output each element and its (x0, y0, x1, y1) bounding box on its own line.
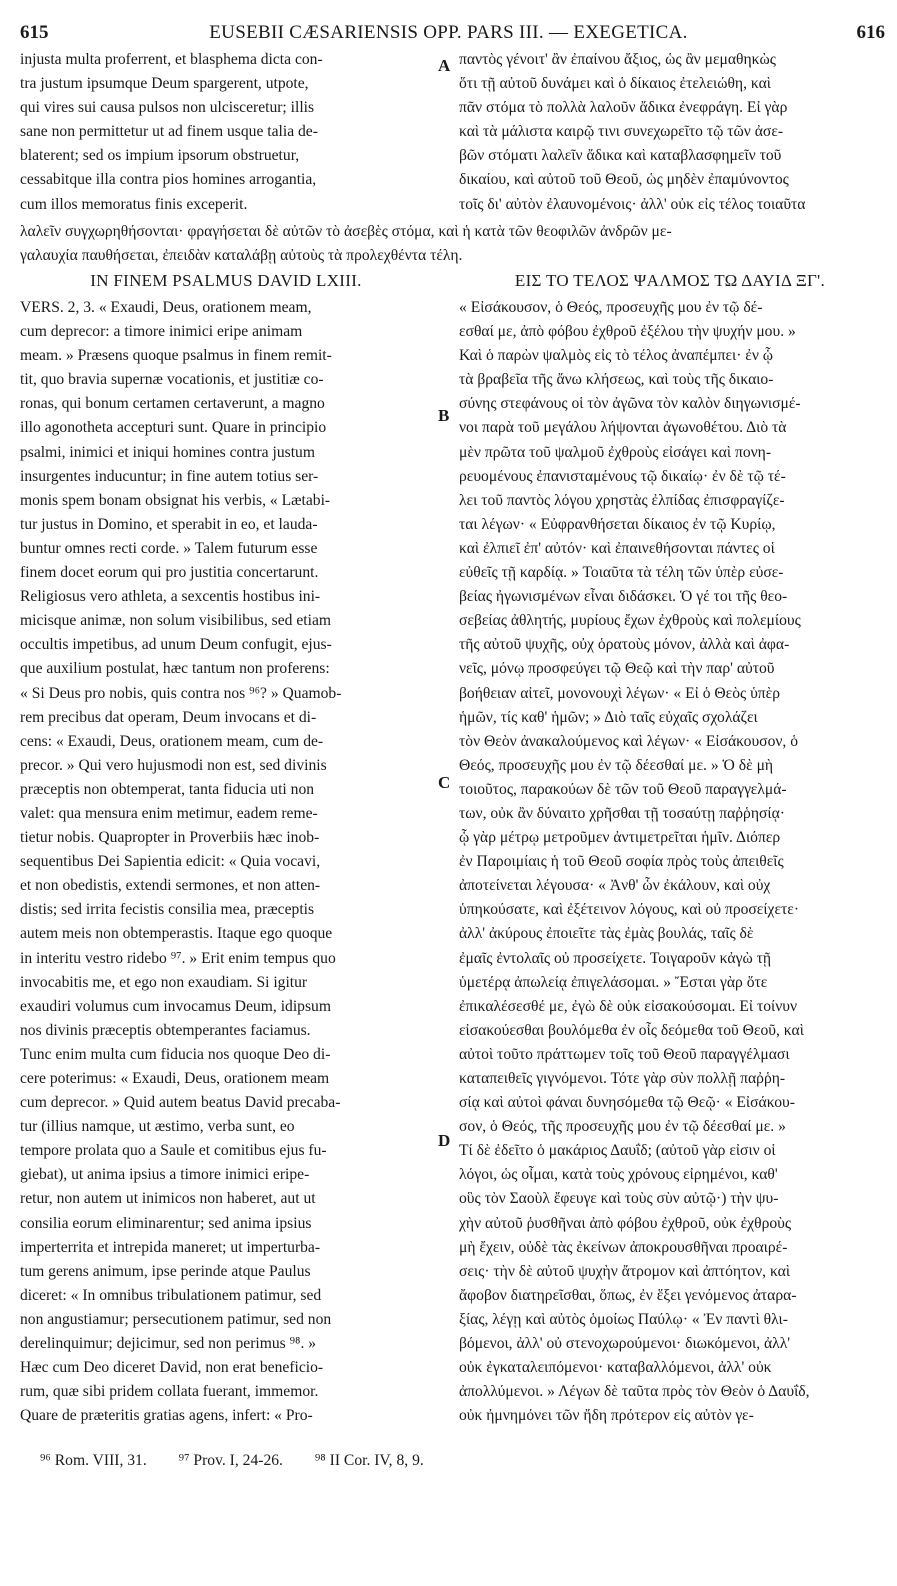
text-line: καὶ τὰ μάλιστα καιρῷ τινι συνεχωρεῖτο τῷ τῶν ἀσε- (459, 123, 784, 141)
text-line: παντὸς γένοιτ' ἂν ἐπαίνου ἄξιος, ὡς ἂν μεμαθηκὼς (459, 51, 776, 68)
text-line: ἄφοβον διατηρεῖσθαι, ὅπως, ἐν ἕξει γενόμενος ἀταρα- (459, 1286, 797, 1304)
text-line: qui vires sui causa pulsos non ulcisceretur; illis (20, 99, 315, 117)
text-line: tit, quo bravia supernæ vocationis, et justitiæ co- (20, 371, 324, 389)
text-line: εσθαί με, ἀπὸ φόβου ἐχθροῦ ἐξέλου τὴν ψυχήν μου. » (459, 323, 796, 341)
page-number-right: 616 (856, 22, 885, 43)
text-line: VERS. 2, 3. « Exaudi, Deus, orationem meam, (20, 299, 312, 316)
text-line: blaterent; sed os impium ipsorum obstruetur, (20, 147, 300, 165)
text-line: invocabitis me, et ego non exaudiam. Si igitur (20, 973, 308, 991)
text-line: καταπειθεῖς γιγνόμενοι. Τότε γὰρ σὺν πολλῇ παῤῥη- (459, 1070, 786, 1087)
text-line: βείας ἠγωνισμένων εἶναι διδάσκει. Ὁ γέ τοι τῆς θεο- (459, 588, 788, 606)
text-line: ᾧ γὰρ μέτρῳ μετροῦμεν ἀντιμετρεῖται ἡμῖν. Διόπερ (459, 829, 781, 847)
margin-marker-d: D (438, 1131, 451, 1150)
text-line: τῆς αὐτοῦ ψυχῆς, οὐχ ὁρατοὺς μόνον, ἀλλὰ καὶ ἀφα- (459, 636, 790, 654)
text-line: derelinquimur; dejicimur, sed non perimus ⁹⁸. » (20, 1335, 317, 1353)
text-line: precor. » Qui vero hujusmodi non est, sed divinis (20, 756, 327, 774)
text-line: « Εἰσάκουσον, ὁ Θεός, προσευχῆς μου ἐν τῷ δέ- (459, 299, 763, 316)
intro-latin (20, 48, 432, 217)
text-line: λαλεῖν συγχωρηθήσονται· φραγήσεται δὲ αὐτῶν τὸ ἀσεβὲς στόμα, καὶ ἡ κατὰ τῶν θεοφιλῶν ἀνδρῶν με- (20, 223, 672, 240)
text-line: cum illos memoratus finis exceperit. (20, 195, 248, 213)
text-line: buntur omnes recti corde. » Talem futurum esse (20, 539, 318, 557)
text-line: que auxilium postulat, hæc tantum non proferens: (20, 660, 330, 678)
text-line: rem precibus dat operam, Deum invocans et di- (20, 708, 317, 726)
text-line: cessabitque illa contra pios homines arrogantia, (20, 171, 317, 189)
text-line: τοῖς δι' αὐτὸν ἐλαυνομένοις· ἀλλ' οὐκ εἰς τέλος τοιαῦτα (459, 195, 806, 213)
page-number-left: 615 (20, 22, 49, 43)
text-line: non angustiamur; persecutionem patimur, sed non (20, 1310, 332, 1328)
text-line: sane non permittetur ut ad finem usque talia de- (20, 123, 318, 141)
text-line: cum deprecor. » Quid autem beatus David precaba- (20, 1094, 341, 1112)
text-line: Religiosus vero athleta, a sexcentis hostibus ini- (20, 588, 321, 606)
text-line: tur (illius namque, ut æstimo, verba sunt, eo (20, 1118, 295, 1136)
running-title: EUSEBII CÆSARIENSIS OPP. PARS III. — EXEGETICA. (209, 22, 688, 43)
text-line: Τί δὲ ἐδεῖτο ὁ μακάριος Δαυΐδ; (αὐτοῦ γὰρ εἰσιν οἱ (459, 1142, 776, 1160)
margin-marker-b: B (438, 406, 450, 425)
text-line: rum, quæ sibi pridem collata fuerant, immemor. (20, 1383, 319, 1401)
text-line: tietur nobis. Quapropter in Proverbiis hæc inob- (20, 829, 320, 847)
text-line: ronas, qui bonum certamen certaverunt, a magno (20, 395, 325, 413)
latin-column (20, 296, 432, 1428)
text-line: ἐμαῖς ἐντολαῖς οὐ προσείχετε. Τοιγαροῦν κἀγὼ τῇ (459, 949, 772, 967)
text-line: exaudiri volumus cum invocamus Deum, idipsum (20, 997, 331, 1015)
text-line: τοιοῦτος, παρακούων δὲ τῶν τοῦ Θεοῦ παραγγελμά- (459, 780, 787, 798)
text-line: giebat), ut anima ipsius a timore inimici eripe- (20, 1166, 310, 1184)
text-line: tra justum ipsumque Deum spargerent, utpote, (20, 75, 309, 93)
text-line: tur justus in Domino, et sperabit in eo, et lauda- (20, 515, 318, 533)
text-line: ται λέγων· « Εὐφρανθήσεται δίκαιος ἐν τῷ Κυρίῳ, (459, 515, 776, 533)
text-line: tempore prolata quo a Saule et comitibus ejus fu- (20, 1142, 327, 1160)
text-line: πᾶν στόμα τὸ πολλὰ λαλοῦν ἄδικα ἐνεφράγη. Εἰ γὰρ (459, 99, 788, 117)
text-line: σύνης στεφάνους οἱ τὸν ἀγῶνα τὸν καλὸν διηγωνισμέ- (459, 395, 801, 413)
footnote-98: ⁹⁸ II Cor. IV, 8, 9. (314, 1452, 424, 1469)
text-line: νεῖς, μόνῳ προσφεύγει τῷ Θεῷ καὶ τὴν παρ' αὐτοῦ (459, 660, 775, 678)
text-line: σεις· τὴν δὲ αὐτοῦ ψυχὴν ἄτρομον καὶ ἀπτόητον, καὶ (459, 1262, 791, 1280)
text-line: ἐν Παροιμίαις ἡ τοῦ Θεοῦ σοφία πρὸς τοὺς ἀπειθεῖς (459, 853, 784, 871)
text-line: Quare de præteritis gratias agens, infert: « Pro- (20, 1407, 313, 1425)
text-line: λει τοῦ παντὸς λόγου χρηστὰς ἐλπίδας ἐπισφραγίζε- (459, 491, 785, 509)
text-line: « Si Deus pro nobis, quis contra nos ⁹⁶? » Quamob- (20, 684, 342, 702)
text-line: ἐπικαλέσεσθέ με, ἐγὼ δὲ οὐκ εἰσακούσομαι. Εἰ τοίνυν (459, 997, 798, 1015)
text-line: occultis impetibus, ad unum Deum confugit, ejus- (20, 636, 332, 654)
intro-greek (459, 48, 881, 217)
text-line: distis; sed irrita fecistis consilia mea, præceptis (20, 901, 315, 919)
text-line: εἰσακούεσθαι βουλόμεθα ἐν οἷς δεόμεθα τοῦ Θεοῦ, καὶ (459, 1021, 804, 1039)
margin-marker-a: A (438, 56, 451, 75)
text-line: των, οὐκ ἂν δύναιτο χρῆσθαι τῇ τοσαύτῃ παῤῥησίᾳ· (459, 804, 785, 822)
footnotes (40, 1452, 880, 1470)
text-line: οὐκ ἠμνημόνει τῶν ἤδη πρότερον εἰς αὐτὸν γε- (459, 1407, 754, 1425)
margin-marker-c: C (438, 773, 451, 792)
text-line: meam. » Præsens quoque psalmus in finem remit- (20, 347, 332, 365)
section-heading-greek: ΕΙΣ ΤΟ ΤΕΛΟΣ ΨΑΛΜΟΣ ΤΩ ΔΑΥΙΔ ΞΓ'. (514, 271, 826, 290)
text-line: Θεός, προσευχῆς μου ἐν τῷ δέεσθαί με. » Ὁ δὲ μὴ (459, 756, 774, 774)
text-line: Καὶ ὁ παρὼν ψαλμὸς εἰς τὸ τέλος ἀναπέμπει· ἐν ᾧ (459, 347, 774, 365)
text-line: σεβείας ἀθλητής, μυρίους ἔχων ἐχθροὺς καὶ πολεμίους (459, 612, 801, 630)
text-line: δικαίου, καὶ αὐτοῦ τοῦ Θεοῦ, ὡς μηδὲν ἐπαμύνοντος (459, 171, 789, 189)
text-line: μὲν πρῶτα τοῦ ψαλμοῦ ἐχθροὺς εἰσάγει καὶ πονη- (459, 443, 772, 461)
text-line: εὐθεῖς τῇ καρδίᾳ. » Τοιαῦτα τὰ τέλη τῶν ὑπὲρ εὐσε- (459, 564, 784, 582)
text-line: injusta multa proferrent, et blasphema dicta con- (20, 51, 323, 68)
text-line: nos divinis præceptis obtemperantes faciamus. (20, 1021, 311, 1039)
text-line: cere poterimus: « Exaudi, Deus, orationem meam (20, 1070, 330, 1087)
text-line: οὐκ ἐγκαταλειπόμενοι· καταβαλλόμενοι, ἀλλ' οὐκ (459, 1359, 772, 1377)
text-line: in interitu vestro ridebo ⁹⁷. » Erit enim tempus quo (20, 949, 336, 967)
text-line: consilia eorum eliminarentur; sed anima ipsius (20, 1214, 312, 1232)
page-header (0, 22, 897, 48)
text-line: sequentibus Dei Sapientia edicit: « Quia vocavi, (20, 853, 321, 871)
text-line: χὴν αὐτοῦ ῥυσθῆναι ἀπὸ φόβου ἐχθροῦ, οὐκ ἐχθροὺς (459, 1214, 792, 1232)
text-line: ἀπολλύμενοι. » Λέγων δὲ ταῦτα πρὸς τὸν Θεὸν ὁ Δαυΐδ, (459, 1383, 810, 1401)
text-line: præceptis non obtemperat, tanta fiducia uti non (20, 780, 315, 798)
text-line: μὴ ἔχειν, οὐδὲ τὰς ἐκείνων ἀποκρουσθῆναι προαιρέ- (459, 1238, 788, 1256)
text-line: ξίας, λέγῃ καὶ αὐτὸς ὁμοίως Παύλῳ· « Ἐν παντὶ θλι- (459, 1310, 788, 1328)
text-line: tum gerens animum, ipse perinde atque Paulus (20, 1262, 311, 1280)
text-line: Tunc enim multa cum fiducia nos quoque Deo di- (20, 1045, 331, 1063)
section-heading-latin: IN FINEM PSALMUS DAVID LXIII. (90, 271, 362, 290)
text-line: autem meis non obtemperastis. Itaque ego quoque (20, 925, 333, 943)
text-line: retur, non autem ut inimicos non haberet, aut ut (20, 1190, 316, 1208)
text-line: αὐτοὶ τοῦτο πράττωμεν τοῖς τοῦ Θεοῦ παραγγέλμασι (459, 1045, 790, 1063)
text-line: σίᾳ καὶ αὐτοὶ φάναι δυνησόμεθα τῷ Θεῷ· « Εἰσάκου- (459, 1094, 795, 1112)
text-line: καὶ ἐλπιεῖ ἐπ' αὐτόν· καὶ ἐπαινεθήσονται πάντες οἱ (459, 539, 775, 557)
text-line: micisque animæ, non solum visibilibus, sed etiam (20, 612, 331, 630)
text-line: finem docet eorum qui pro justitia concertarunt. (20, 564, 319, 582)
greek-column (459, 296, 881, 1428)
text-line: cum deprecor: a timore inimici eripe animam (20, 323, 303, 341)
text-line: βόμενοι, ἀλλ' οὐ στενοχωρούμενοι· διωκόμενοι, ἀλλ' (459, 1335, 791, 1353)
text-line: cens: « Exaudi, Deus, orationem meam, cum de- (20, 732, 324, 750)
text-line: ἀποτείνεται λέγουσα· « Ἀνθ' ὧν ἐκάλουν, καὶ οὐχ (459, 877, 771, 895)
text-line: νοι παρὰ τοῦ μεγάλου λήψονται ἀγωνοθέτου. Διὸ τὰ (459, 419, 787, 437)
text-line: psalmi, inimici et iniqui homines contra justum (20, 443, 315, 461)
intro-greek-fullwidth (20, 220, 885, 268)
text-line: βοήθειαν αἰτεῖ, μονονουχὶ λέγων· « Εἰ ὁ Θεὸς ὑπὲρ (459, 684, 780, 702)
text-line: γαλαυχία παυθήσεται, ἐπειδὰν καταλάβῃ αὐτοὺς τὰ προλεχθέντα τέλη. (20, 247, 463, 265)
text-line: τὸν Θεὸν ἀνακαλούμενος καὶ λέγων· « Εἰσάκουσον, ὁ (459, 732, 799, 750)
text-line: τὰ βραβεῖα τῆς ἄνω κλήσεως, καὶ τοὺς τῆς δικαιο- (459, 371, 774, 389)
text-line: et non obedistis, extendi sermones, et non atten- (20, 877, 321, 895)
text-line: ὅτι τῇ αὐτοῦ δυνάμει καὶ ὁ δίκαιος ἐτελειώθη, καὶ (459, 75, 771, 93)
text-line: βῶν στόματι λαλεῖν ἄδικα καὶ καταβλασφημεῖν τοῦ (459, 147, 782, 165)
text-line: monis spem bonam obsignat his verbis, « Lætabi- (20, 491, 331, 509)
text-line: σον, ὁ Θεός, τῆς προσευχῆς μου ἐν τῷ δέεσθαί με. » (459, 1118, 786, 1136)
text-line: valet: qua mensura enim metimur, eadem reme- (20, 804, 318, 822)
text-line: ἀλλ' ἀκύρους ἐποιεῖτε τὰς ἐμὰς βουλάς, ταῖς δὲ (459, 925, 754, 943)
text-line: λόγοι, ὡς οἶμαι, κατὰ τοὺς χρόνους εἰρημένοι, καθ' (459, 1166, 778, 1184)
text-line: ὑμετέρᾳ ἀπωλείᾳ ἐπιγελάσομαι. » Ἔσται γὰρ ὅτε (459, 973, 768, 991)
text-line: ρευομένους ἐπανισταμένους τῷ δικαίῳ· ἐν δὲ τῷ τέ- (459, 467, 786, 485)
text-line: diceret: « In omnibus tribulationem patimur, sed (20, 1286, 322, 1304)
footnote-96: ⁹⁶ Rom. VIII, 31. (40, 1452, 147, 1469)
text-line: imperterrita et intrepida maneret; ut imperturba- (20, 1238, 321, 1256)
text-line: οὓς τὸν Σαοὺλ ἔφευγε καὶ τοὺς σὺν αὐτῷ·) τὴν ψυ- (459, 1190, 779, 1208)
text-line: ἡμῶν, τίς καθ' ἡμῶν; » Διὸ ταῖς εὐχαῖς σχολάζει (459, 708, 758, 726)
text-line: insurgentes inducuntur; in fine autem totius ser- (20, 467, 319, 485)
footnote-97: ⁹⁷ Prov. I, 24-26. (178, 1452, 283, 1469)
text-line: illo agonotheta accepturi sunt. Quare in principio (20, 419, 327, 437)
text-line: ὑπηκούσατε, καὶ ἐξέτεινον λόγους, καὶ οὐ προσείχετε· (459, 901, 800, 919)
text-line: Hæc cum Deo diceret David, non erat beneficio- (20, 1359, 324, 1377)
